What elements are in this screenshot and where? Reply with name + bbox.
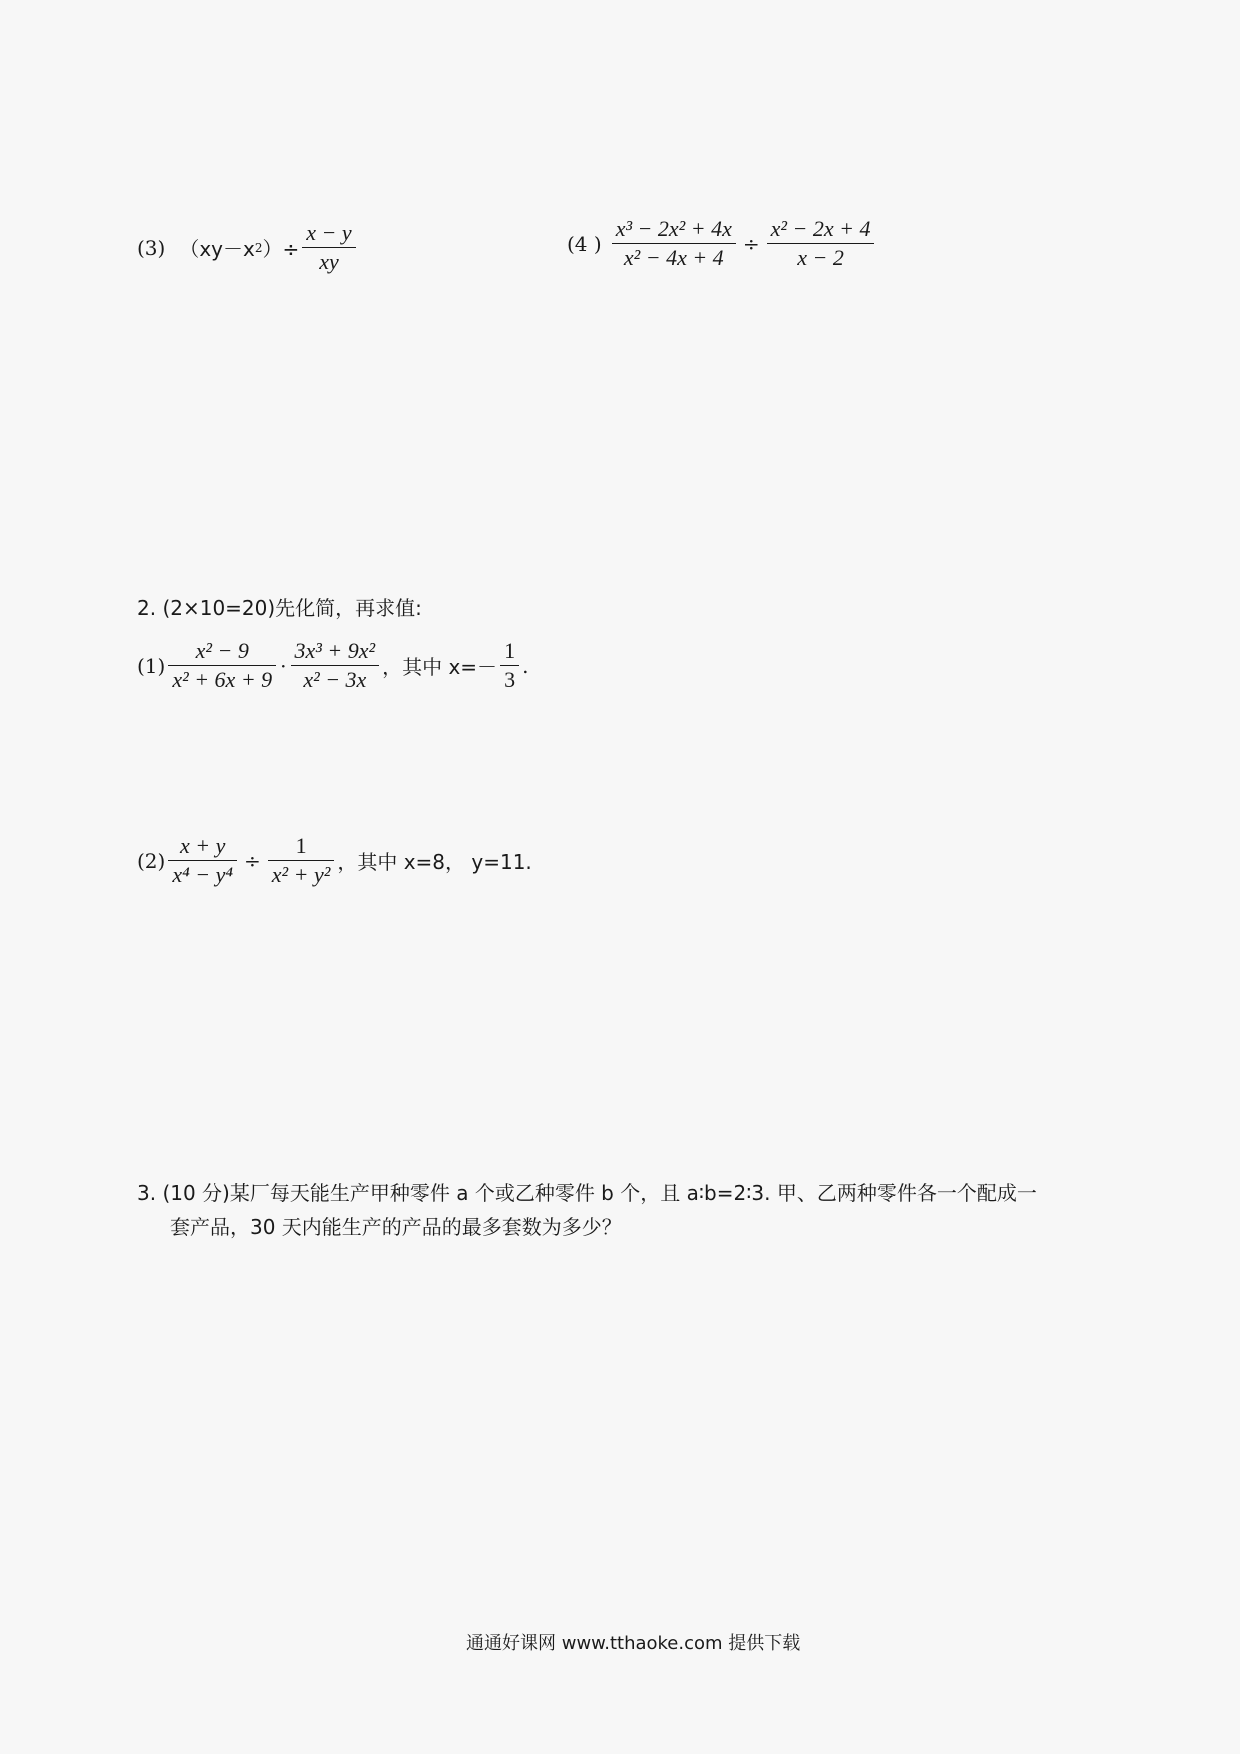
question-2-sub-1-fraction-1-denominator: x² + 6x + 9 [168,665,276,691]
question-2-sub-2 [137,835,532,886]
question-3-line-2: 套产品，30 天内能生产的产品的最多套数为多少？ [170,1215,622,1239]
question-2-sub-1-fraction-2 [291,640,380,691]
problem-4-fraction-1-denominator: x² − 4x + 4 [612,243,736,269]
question-2-sub-1-label: (1) [137,653,166,678]
problem-4-fraction-2-numerator: x² − 2x + 4 [770,216,871,241]
problem-3: (3) （xy－x 2 ）÷ $\frac{x - y}{xy}$ [137,222,359,273]
question-2-sub-2-label: (2) [137,848,166,873]
problem-3-denominator: xy [302,247,355,273]
question-2-sub-1-end: . [522,653,529,678]
question-2-sub-2-divide: ÷ [244,848,261,873]
question-2-sub-1-condition: ，其中 x=－ [382,655,498,679]
question-2-sub-1-multiply: · [280,653,287,678]
problem-4-fraction-2 [767,218,875,269]
problem-4-label: (4 ) [567,231,602,256]
question-2-sub-1-fraction-2-denominator: x² − 3x [291,665,380,691]
problem-3-fraction [302,222,355,273]
question-2-sub-2-fraction-1-numerator: x + y [179,833,226,858]
question-2-sub-1-fraction-1 [168,640,276,691]
problem-4 [567,218,877,269]
question-2-sub-1 [137,640,528,691]
problem-3-expression: （xy－x [179,237,255,261]
question-2-sub-1-condition-fraction [500,640,519,691]
problem-3-close: ）÷ [262,237,300,261]
question-2-sub-2-fraction-1-denominator: x⁴ − y⁴ [168,860,237,886]
problem-4-divide: ÷ [742,231,760,256]
question-2-sub-1-condition-numerator: 1 [504,638,516,663]
problem-4-fraction-1-numerator: x³ − 2x² + 4x [615,216,732,241]
problem-3-label: (3) [137,235,166,260]
question-2-sub-1-condition-denominator: 3 [500,665,519,691]
question-2-sub-1-fraction-2-numerator: 3x³ + 9x² [294,638,376,663]
question-3-line-1: 3. (10 分)某厂每天能生产甲种零件 a 个或乙种零件 b 个，且 a∶b=2∶3. 甲、乙两种零件各一个配成一 [137,1181,1037,1205]
question-2-sub-2-fraction-1 [168,835,237,886]
question-2-sub-2-fraction-2-denominator: x² + y² [268,860,335,886]
problem-4-fraction-2-denominator: x − 2 [767,243,875,269]
question-2-sub-2-fraction-2-numerator: 1 [295,833,307,858]
question-2-sub-2-condition: ，其中 x=8， y=11. [337,850,532,874]
question-2-sub-2-fraction-2 [268,835,335,886]
question-2-heading: 2. (2×10=20)先化简，再求值: [137,596,422,620]
problem-3-numerator: x − y [306,220,352,245]
problem-4-fraction-1 [612,218,736,269]
footer-credit: 通通好课网 www.tthaoke.com 提供下载 [466,1633,801,1654]
question-2-sub-1-fraction-1-numerator: x² − 9 [195,638,249,663]
